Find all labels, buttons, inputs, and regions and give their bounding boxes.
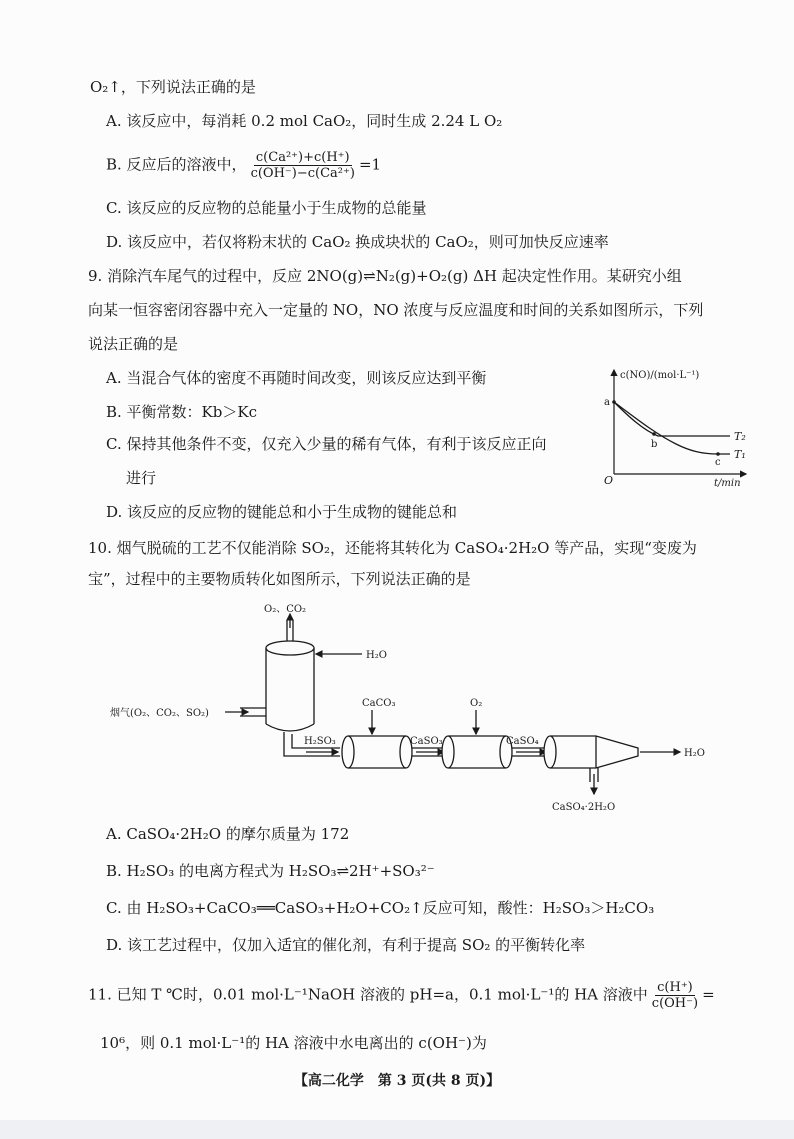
q9-stem-line1: 9. 消除汽车尾气的过程中，反应 2NO(g)⇌N₂(g)+O₂(g) ΔH 起决定性作用。某研究小组	[88, 267, 682, 285]
water-out-label: H₂O	[684, 748, 705, 759]
q10-option-c: C. 由 H₂SO₃+CaCO₃══CaSO₃+H₂O+CO₂↑反应可知，酸性：H₂SO₃＞H₂CO₃	[106, 899, 655, 917]
bottom-strip	[0, 1120, 794, 1139]
curve-t2	[614, 402, 730, 436]
separator-body	[550, 736, 638, 768]
origin-label: O	[604, 474, 614, 487]
q9-option-c-line2: 进行	[126, 469, 157, 487]
q11-fraction	[650, 980, 700, 1011]
o2-label: O₂	[470, 698, 483, 709]
q9-option-b: B. 平衡常数：Kb＞Kc	[106, 403, 257, 421]
q8-option-c: C. 该反应的反应物的总能量小于生成物的总能量	[106, 199, 427, 217]
absorber-walls	[266, 648, 314, 724]
point-a-dot	[612, 400, 616, 404]
q10-process-diagram	[100, 598, 740, 820]
q10-option-a: A. CaSO₄·2H₂O 的摩尔质量为 172	[106, 825, 350, 843]
q9-concentration-graph	[598, 364, 758, 488]
product-label: CaSO₄·2H₂O	[552, 802, 616, 813]
reactor1-body	[348, 736, 406, 768]
caso4-label: CaSO₄	[506, 736, 539, 747]
q9-stem-line3: 说法正确的是	[88, 335, 179, 353]
q8-fraction-numerator: c(Ca²⁺)+c(H⁺)	[255, 150, 350, 165]
q8-stem-tail: O₂↑，下列说法正确的是	[90, 78, 256, 96]
page-footer: 【高二化学 第 3 页(共 8 页)】	[293, 1073, 501, 1089]
q8-option-d: D. 该反应中，若仅将粉末状的 CaO₂ 换成块状的 CaO₂，则可加快反应速率	[106, 233, 609, 251]
flue-gas-label: 烟气(O₂、CO₂、SO₂)	[110, 708, 209, 719]
absorber-top	[266, 641, 314, 655]
curve-t1-label: T₁	[734, 448, 746, 461]
caco3-label: CaCO₃	[362, 698, 396, 709]
q8-option-b	[106, 150, 381, 181]
q11-fraction-numerator: c(H⁺)	[657, 980, 693, 995]
q10-stem-line1: 10. 烟气脱硫的工艺不仅能消除 SO₂，还能将其转化为 CaSO₄·2H₂O 等产品，实现“变废为	[88, 539, 697, 557]
q9-option-d: D. 该反应的反应物的键能总和小于生成物的键能总和	[106, 503, 458, 521]
q8-fraction-denominator: c(OH⁻)−c(Ca²⁺)	[250, 166, 355, 181]
reactor1-left-end	[342, 736, 354, 768]
q10-option-d: D. 该工艺过程中，仅加入适宜的催化剂，有利于提高 SO₂ 的平衡转化率	[106, 936, 586, 954]
point-c-dot	[716, 452, 720, 456]
h2so3-label: H₂SO₃	[304, 736, 336, 747]
point-a-label: a	[604, 397, 610, 408]
q9-option-a: A. 当混合气体的密度不再随时间改变，则该反应达到平衡	[106, 369, 487, 387]
water-in-label: H₂O	[366, 650, 387, 661]
y-axis-label: c(NO)/(mol·L⁻¹)	[620, 370, 700, 381]
caso3-label: CaSO₃	[410, 736, 443, 747]
q8-option-b-prefix: B. 反应后的溶液中，	[106, 155, 247, 174]
q10-option-b: B. H₂SO₃ 的电离方程式为 H₂SO₃⇌2H⁺+SO₃²⁻	[106, 862, 435, 880]
reactor2-left-end	[442, 736, 454, 768]
q10-stem-line2: 宝”，过程中的主要物质转化如图所示，下列说法正确的是	[88, 570, 471, 588]
q9-option-c-line1: C. 保持其他条件不变，仅充入少量的稀有气体，有利于该反应正向	[106, 435, 547, 453]
q11-stem-line2: 10⁶，则 0.1 mol·L⁻¹的 HA 溶液中水电离出的 c(OH⁻)为	[100, 1034, 487, 1052]
curve-t2-label: T₂	[734, 430, 746, 443]
q11-line1-suffix: =	[702, 985, 715, 1004]
q11-line1-prefix: 11. 已知 T ℃时，0.01 mol·L⁻¹NaOH 溶液的 pH=a，0.1 mol·L⁻¹的 HA 溶液中	[88, 985, 648, 1004]
q11-fraction-denominator: c(OH⁻)	[651, 996, 699, 1011]
point-b-label: b	[651, 439, 658, 450]
curve-t1	[614, 402, 730, 454]
q9-stem-line2: 向某一恒容密闭容器中充入一定量的 NO，NO 浓度与反应温度和时间的关系如图所示，下列	[88, 301, 704, 319]
point-b-dot	[652, 432, 656, 436]
reactor2-body	[448, 736, 506, 768]
top-outlet-label: O₂、CO₂	[264, 604, 307, 615]
point-c-label: c	[715, 457, 721, 468]
separator-left-end	[544, 736, 556, 768]
x-axis-label: t/min	[714, 478, 741, 488]
q8-option-b-fraction	[249, 150, 357, 181]
q8-option-b-suffix: =1	[358, 155, 382, 174]
q11-stem-line1	[88, 980, 715, 1011]
q8-option-a: A. 该反应中，每消耗 0.2 mol CaO₂，同时生成 2.24 L O₂	[106, 112, 503, 130]
absorber-bottom	[266, 724, 314, 731]
